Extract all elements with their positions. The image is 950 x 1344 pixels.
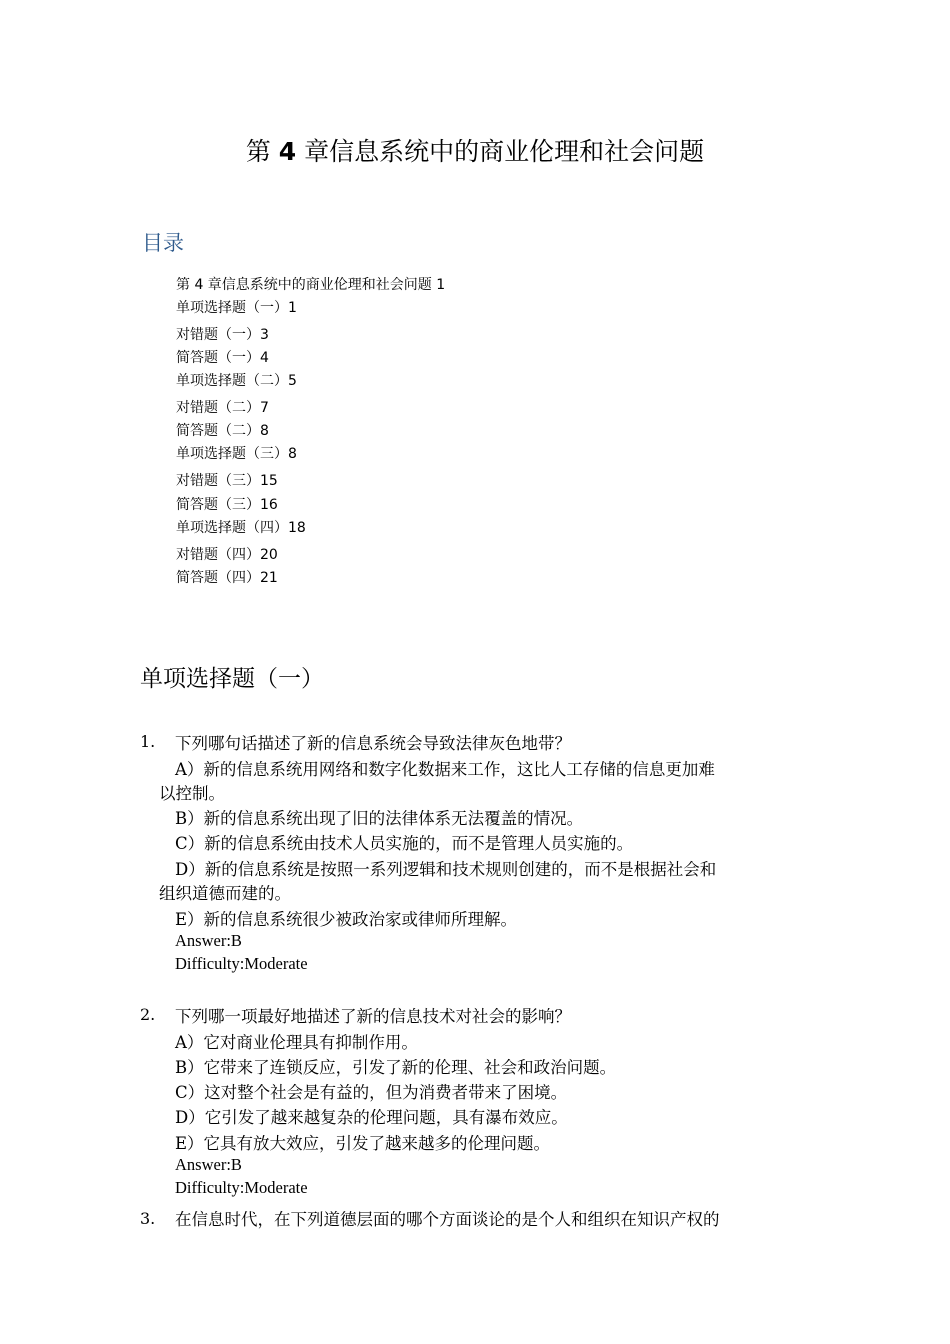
option-d-continued: 组织道德而建的。 (159, 884, 291, 903)
toc-item[interactable]: 简答题（二）8 (176, 423, 269, 439)
question-number: 1. (140, 732, 156, 751)
toc-item[interactable]: 对错题（三）15 (176, 473, 278, 489)
option-a: A）它对商业伦理具有抑制作用。 (175, 1033, 418, 1052)
toc-item[interactable]: 简答题（三）16 (176, 497, 278, 513)
toc-item[interactable]: 单项选择题（一）1 (176, 300, 297, 316)
option-e: E）新的信息系统很少被政治家或律师所理解。 (175, 910, 518, 929)
answer: Answer:B (175, 1155, 242, 1174)
question-number: 2. (140, 1005, 156, 1024)
option-c: C）新的信息系统由技术人员实施的，而不是管理人员实施的。 (175, 834, 634, 853)
difficulty: Difficulty:Moderate (175, 954, 308, 973)
answer: Answer:B (175, 931, 242, 950)
section-heading: 单项选择题（一） (140, 666, 324, 692)
question-text: 下列哪一项最好地描述了新的信息技术对社会的影响？ (175, 1007, 571, 1026)
question-text: 在信息时代，在下列道德层面的哪个方面谈论的是个人和组织在知识产权的 (175, 1210, 720, 1229)
toc-item[interactable]: 第 4 章信息系统中的商业伦理和社会问题 1 (176, 277, 446, 293)
page-title: 第 4 章信息系统中的商业伦理和社会问题 (245, 137, 705, 166)
toc-item[interactable]: 对错题（一）3 (176, 327, 269, 343)
option-a-continued: 以控制。 (159, 784, 225, 803)
toc-item[interactable]: 对错题（四）20 (176, 547, 278, 563)
option-d: D）它引发了越来越复杂的伦理问题，具有瀑布效应。 (175, 1108, 568, 1127)
option-c: C）这对整个社会是有益的，但为消费者带来了困境。 (175, 1083, 568, 1102)
option-a: A）新的信息系统用网络和数字化数据来工作，这比人工存储的信息更加难 (175, 760, 715, 779)
toc-item[interactable]: 简答题（一）4 (176, 350, 269, 366)
toc-item[interactable]: 单项选择题（四）18 (176, 520, 306, 536)
toc-heading: 目录 (142, 231, 184, 255)
toc-item[interactable]: 对错题（二）7 (176, 400, 269, 416)
option-b: B）新的信息系统出现了旧的法律体系无法覆盖的情况。 (175, 809, 584, 828)
toc-item[interactable]: 单项选择题（二）5 (176, 373, 297, 389)
question-text: 下列哪句话描述了新的信息系统会导致法律灰色地带？ (175, 734, 571, 753)
question-number: 3. (140, 1209, 156, 1228)
toc-item[interactable]: 简答题（四）21 (176, 570, 278, 586)
option-b: B）它带来了连锁反应，引发了新的伦理、社会和政治问题。 (175, 1058, 617, 1077)
option-e: E）它具有放大效应，引发了越来越多的伦理问题。 (175, 1134, 551, 1153)
difficulty: Difficulty:Moderate (175, 1178, 308, 1197)
toc-item[interactable]: 单项选择题（三）8 (176, 446, 297, 462)
option-d: D）新的信息系统是按照一系列逻辑和技术规则创建的，而不是根据社会和 (175, 860, 717, 879)
